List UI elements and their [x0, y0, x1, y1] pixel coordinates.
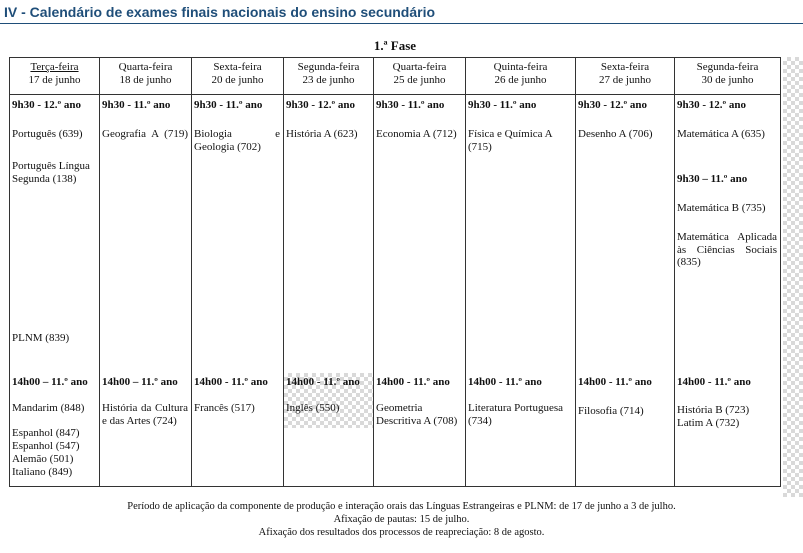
- exam-item: Física e Química A (715): [468, 128, 553, 153]
- morning-slot-secondary: 9h30 – 11.º ano: [677, 173, 748, 185]
- exam-calendar-table: [9, 57, 781, 487]
- weekday: Quarta-feira: [118, 61, 173, 73]
- exam-item: Espanhol (547): [12, 440, 80, 452]
- date: 18 de junho: [119, 74, 172, 86]
- exam-item: Matemática A (635): [677, 128, 765, 140]
- afternoon-slot: 14h00 - 11.º ano: [286, 376, 360, 388]
- weekday: Sexta-feira: [213, 61, 262, 73]
- day-header: [374, 61, 465, 87]
- day-column: [192, 57, 284, 487]
- day-column: [100, 57, 192, 487]
- afternoon-slot: 14h00 - 11.º ano: [194, 376, 268, 388]
- exam-item: Matemática B (735): [677, 202, 766, 214]
- date: 20 de junho: [211, 74, 264, 86]
- exam-item: História A (623): [286, 128, 358, 140]
- morning-slot: 9h30 - 11.º ano: [468, 99, 537, 111]
- exam-item: Português (639): [12, 128, 83, 140]
- exam-item: Francês (517): [194, 402, 255, 414]
- exam-item: História B (723): [677, 404, 750, 416]
- exam-item: Desenho A (706): [578, 128, 653, 140]
- exam-item: Biologia e Geologia (702): [194, 128, 280, 153]
- page-heading: IV - Calendário de exames finais nacionais do ensino secundário: [4, 4, 436, 20]
- morning-slot: 9h30 - 12.º ano: [677, 99, 747, 111]
- exam-item: PLNM (839): [12, 332, 70, 344]
- day-header: [576, 61, 674, 87]
- footer-line: Período de aplicação da componente de produção e interação orais das Línguas Estrangeiras e PLNM: de 17 de junho a 3 de julho.: [127, 501, 676, 512]
- exam-item: Literatura Portuguesa (734): [468, 402, 563, 427]
- date: 27 de junho: [599, 74, 651, 86]
- morning-slot: 9h30 - 11.º ano: [376, 99, 445, 111]
- day-column: [284, 57, 374, 487]
- morning-slot: 9h30 - 11.º ano: [102, 99, 171, 111]
- day-column: [374, 57, 466, 487]
- exam-item: Italiano (849): [12, 466, 73, 478]
- day-header: [100, 61, 191, 87]
- day-header: [284, 61, 373, 87]
- date: 30 de junho: [701, 74, 754, 86]
- exam-item: História da Cultura e das Artes (724): [102, 402, 188, 427]
- exam-item: Latim A (732): [677, 417, 740, 429]
- exam-item: Economia A (712): [376, 128, 457, 140]
- afternoon-slot: 14h00 - 11.º ano: [468, 376, 542, 388]
- morning-slot: 9h30 - 11.º ano: [194, 99, 263, 111]
- date: 26 de junho: [494, 74, 547, 86]
- exam-item: Mandarim (848): [12, 402, 85, 414]
- afternoon-slot: 14h00 - 11.º ano: [578, 376, 652, 388]
- transparent-margin: [783, 57, 803, 497]
- date: 17 de junho: [28, 74, 81, 86]
- morning-slot: 9h30 - 12.º ano: [578, 99, 648, 111]
- footer-notes: [0, 500, 803, 539]
- date: 23 de junho: [302, 74, 355, 86]
- afternoon-slot: 14h00 – 11.º ano: [102, 376, 178, 388]
- afternoon-slot: 14h00 – 11.º ano: [12, 376, 88, 388]
- exam-item: Alemão (501): [12, 453, 74, 465]
- morning-slot: 9h30 - 12.º ano: [12, 99, 82, 111]
- footer-line: Afixação de pautas: 15 de julho.: [333, 514, 470, 525]
- exam-item: Matemática Aplicada às Ciências Sociais (835): [677, 231, 777, 268]
- footer-line: Afixação dos resultados dos processos de reapreciação: 8 de agosto.: [258, 527, 545, 538]
- exam-item: Inglês (550): [286, 402, 340, 414]
- day-header: [466, 61, 575, 87]
- exam-item: Português Língua Segunda (138): [12, 160, 90, 185]
- exam-item: Espanhol (847): [12, 427, 80, 439]
- day-header: [192, 61, 283, 87]
- date: 25 de junho: [393, 74, 446, 86]
- weekday: Quarta-feira: [392, 61, 447, 73]
- exam-item: Filosofia (714): [578, 405, 644, 417]
- day-header: [675, 61, 780, 87]
- morning-slot: 9h30 - 12.º ano: [286, 99, 356, 111]
- day-column: [466, 57, 576, 487]
- phase-title: 1.ª Fase: [373, 38, 417, 53]
- day-column: [576, 57, 675, 487]
- day-header: [10, 61, 99, 87]
- day-column: [9, 57, 100, 487]
- weekday: Segunda-feira: [696, 61, 759, 73]
- day-column: [675, 57, 781, 487]
- weekday: Terça-feira: [30, 61, 79, 73]
- weekday: Sexta-feira: [600, 61, 650, 73]
- exam-item: Geometria Descritiva A (708): [376, 402, 458, 427]
- weekday: Quinta-feira: [493, 61, 548, 73]
- afternoon-slot: 14h00 - 11.º ano: [677, 376, 751, 388]
- afternoon-slot: 14h00 - 11.º ano: [376, 376, 450, 388]
- weekday: Segunda-feira: [297, 61, 360, 73]
- exam-item: Geografia A (719): [102, 128, 188, 140]
- heading-divider: [0, 23, 803, 24]
